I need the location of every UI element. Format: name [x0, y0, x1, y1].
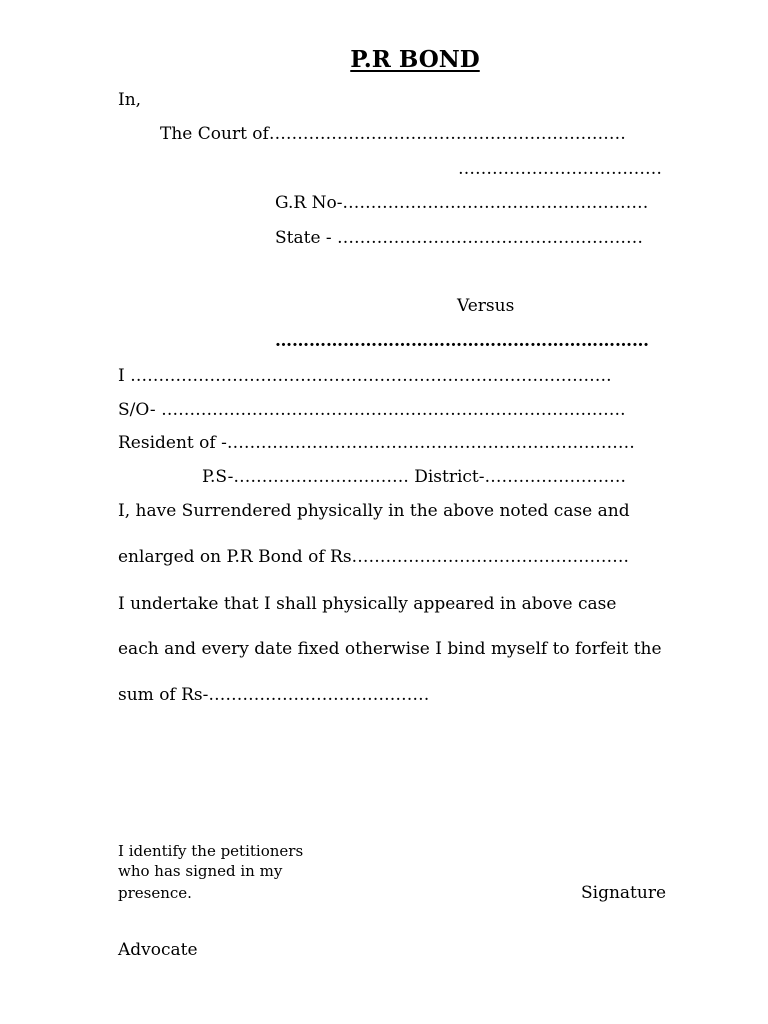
resident-line: Resident of -………………………………………………………………: [118, 433, 635, 453]
document-title: P.R BOND: [350, 46, 480, 73]
surrender-paragraph-line-1: I, have Surrendered physically in the above noted case and: [118, 501, 630, 521]
advocate-label: Advocate: [118, 940, 198, 960]
court-line: The Court of………………………………………………………: [160, 124, 626, 144]
versus-label: Versus: [457, 296, 515, 316]
versus-party-line: …………………………………………………………: [275, 331, 649, 351]
identification-line-1: I identify the petitioners: [118, 842, 304, 860]
surrender-paragraph-line-2: enlarged on P.R Bond of Rs………………………………………….: [118, 547, 629, 567]
identification-line-2: who has signed in my: [118, 862, 283, 880]
signature-label: Signature: [581, 883, 667, 903]
undertaking-paragraph-line-1: I undertake that I shall physically appeared in above case: [118, 594, 617, 614]
undertaking-paragraph-line-2: each and every date fixed otherwise I bind myself to forfeit the: [118, 639, 662, 659]
name-line: I ………………………………………………………………………….: [118, 366, 612, 386]
son-of-line: S/O- ……………………………………………………………………….: [118, 400, 626, 420]
identification-line-3: presence.: [118, 884, 192, 902]
undertaking-paragraph-line-3: sum of Rs-…………………………………: [118, 685, 430, 705]
salutation: In,: [118, 90, 142, 110]
gr-number-line: G.R No-………………………………………………: [275, 193, 649, 213]
police-station-district-line: P.S-…………………………. District-…………………….: [202, 467, 626, 487]
court-line-continued: ………………………………: [458, 159, 662, 179]
state-line: State - ………………………………………………: [275, 228, 644, 248]
